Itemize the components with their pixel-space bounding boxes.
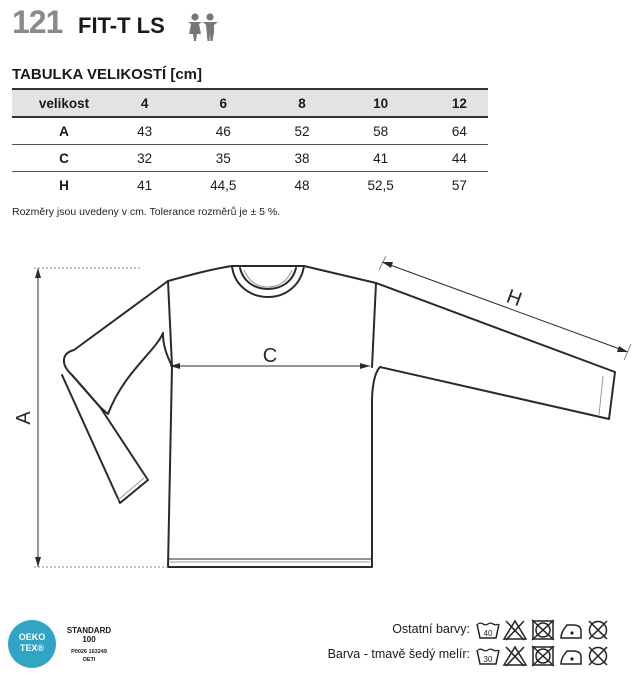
care-symbols-row <box>476 619 610 641</box>
oeko-logo-line2: TEX® <box>19 643 45 653</box>
wash-40-icon <box>476 619 500 641</box>
table-cell: 52 <box>273 117 330 145</box>
size-header-cell: 10 <box>331 89 431 117</box>
size-header-cell: 4 <box>116 89 173 117</box>
row-label: A <box>12 117 116 145</box>
certificate-code: P0026 163249 <box>71 649 107 655</box>
dimension-label-h: H <box>503 285 525 312</box>
size-table <box>12 88 488 198</box>
size-header-row <box>12 89 488 117</box>
table-cell: 41 <box>137 177 153 193</box>
table-cell: 64 <box>431 117 488 145</box>
table-cell: 58 <box>331 117 431 145</box>
table-cell: 48 <box>294 177 310 193</box>
shirt-outline <box>64 266 615 567</box>
dimension-label-c: C <box>262 345 278 367</box>
no-dry-clean-icon <box>586 645 610 667</box>
table-row <box>12 117 488 145</box>
row-label: C <box>12 145 116 172</box>
iron-low-icon <box>559 619 583 641</box>
care-symbols-row <box>476 645 610 667</box>
no-bleach-icon <box>503 645 527 667</box>
dimension-label-a: A <box>13 411 35 425</box>
table-cell: 32 <box>116 145 173 172</box>
size-header-cell: 6 <box>173 89 273 117</box>
children-icon <box>186 12 220 42</box>
no-bleach-icon <box>503 619 527 641</box>
standard-number: 100 <box>82 635 96 644</box>
oeko-logo-line1: OEKO <box>18 632 46 642</box>
no-tumble-dry-icon <box>531 645 555 667</box>
table-cell: 46 <box>173 117 273 145</box>
care-label-dark-grey: Barva - tmavě šedý melír: <box>327 647 470 661</box>
care-label-other-colors: Ostatní barvy: <box>392 622 470 636</box>
wash-temp-label: 40 <box>483 629 493 638</box>
wash-30-icon <box>476 645 500 667</box>
table-row <box>12 145 488 172</box>
table-cell: 57 <box>451 177 467 193</box>
standard-label: STANDARD <box>66 626 112 635</box>
no-dry-clean-icon <box>586 619 610 641</box>
wash-temp-label: 30 <box>483 655 493 664</box>
table-cell: 44,5 <box>210 177 237 193</box>
dimension-line-h <box>382 262 628 352</box>
product-number: 121 <box>12 4 63 40</box>
size-table-title: TABULKA VELIKOSTÍ [cm] <box>12 66 202 83</box>
iron-low-icon <box>559 645 583 667</box>
size-header-cell: 12 <box>431 89 488 117</box>
table-cell: 43 <box>116 117 173 145</box>
size-header-label: velikost <box>12 89 116 117</box>
table-cell: 38 <box>273 145 330 172</box>
certificate-institute: OETI <box>82 657 96 663</box>
collar <box>232 266 304 297</box>
table-cell: 52,5 <box>367 177 394 193</box>
size-header-cell: 8 <box>273 89 330 117</box>
table-row <box>12 172 488 199</box>
product-name: FIT-T LS <box>78 13 165 38</box>
row-label: H <box>59 177 69 193</box>
shirt-drawing <box>0 236 641 586</box>
no-tumble-dry-icon <box>531 619 555 641</box>
table-cell: 35 <box>173 145 273 172</box>
table-cell: 41 <box>331 145 431 172</box>
measurement-note: Rozměry jsou uvedeny v cm. Tolerance rozměrů je ± 5 %. <box>12 206 281 218</box>
table-cell: 44 <box>431 145 488 172</box>
